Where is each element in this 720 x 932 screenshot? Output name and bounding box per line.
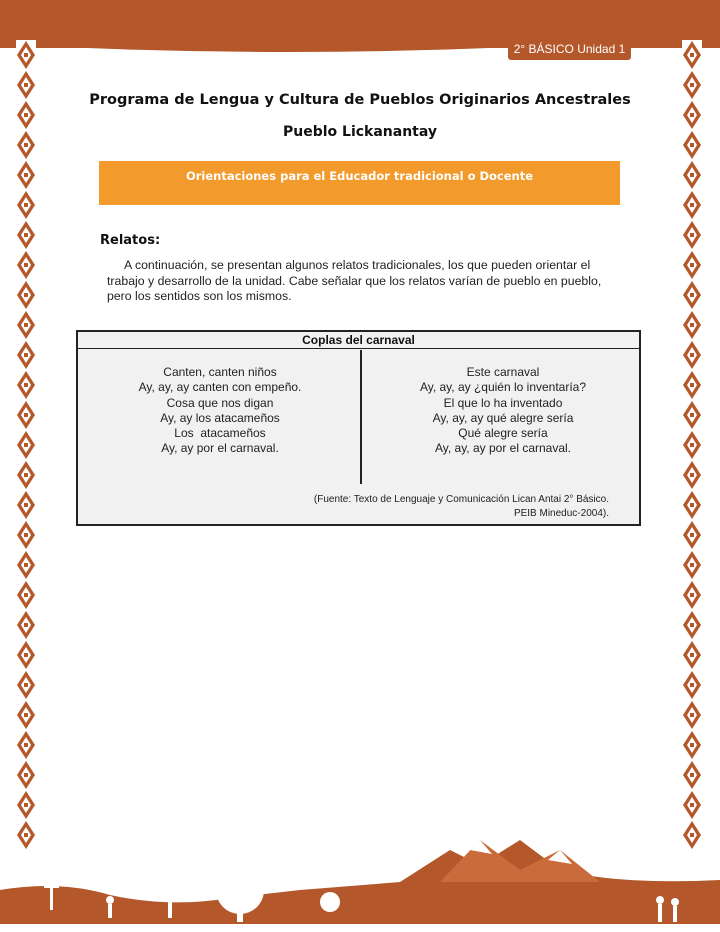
poem-box (76, 330, 641, 526)
intro-paragraph: A continuación, se presentan algunos relatos tradicionales, los que pueden orientar el trabajo y desarrollo de la unidad. Cabe señalar que los relatos varían de pueblo en pueblo, pero los sentidos son los mismos. (107, 258, 602, 303)
page-subtitle: Pueblo Lickanantay (282, 124, 438, 140)
poem-line: Este carnaval (466, 365, 540, 379)
poem-line: Los atacameños (174, 426, 266, 441)
page-title: Programa de Lengua y Cultura de Pueblos Originarios Ancestrales (89, 92, 631, 108)
source-line: (Fuente: Texto de Lenguaje y Comunicación Lican Antai 2° Básico. (313, 494, 609, 505)
poem-line: Ay, ay, ay canten con empeño. (138, 380, 302, 395)
poem-left-column (80, 365, 360, 457)
source-citation (314, 493, 609, 521)
landscape-illustration (0, 820, 720, 932)
section-heading: Relatos: (100, 233, 161, 248)
poem-line: Ay, ay, ay ¿quién lo inventaría? (419, 380, 587, 395)
poem-line: Ay, ay, ay por el carnaval. (434, 441, 572, 456)
poem-right-column (363, 365, 643, 457)
poem-line: Qué alegre sería (458, 426, 548, 441)
right-pattern-border (682, 40, 702, 850)
column-divider (360, 350, 362, 484)
unit-tab: 2° BÁSICO Unidad 1 (508, 38, 631, 60)
poem-line: Ay, ay por el carnaval. (161, 441, 279, 456)
poem-line: Ay, ay, ay qué alegre sería (432, 410, 574, 425)
banner-text: Orientaciones para el Educador tradicional o Docente (185, 169, 534, 183)
poem-line: El que lo ha inventado (443, 395, 563, 410)
orientation-banner (99, 161, 620, 205)
poem-line: Ay, ay los atacameños (160, 410, 280, 425)
poem-line: Cosa que nos digan (166, 395, 274, 410)
poem-line: Canten, canten niños (163, 365, 277, 379)
source-line: PEIB Mineduc-2004). (513, 508, 609, 519)
poem-title: Coplas del carnaval (78, 332, 639, 349)
left-pattern-border (16, 40, 36, 850)
